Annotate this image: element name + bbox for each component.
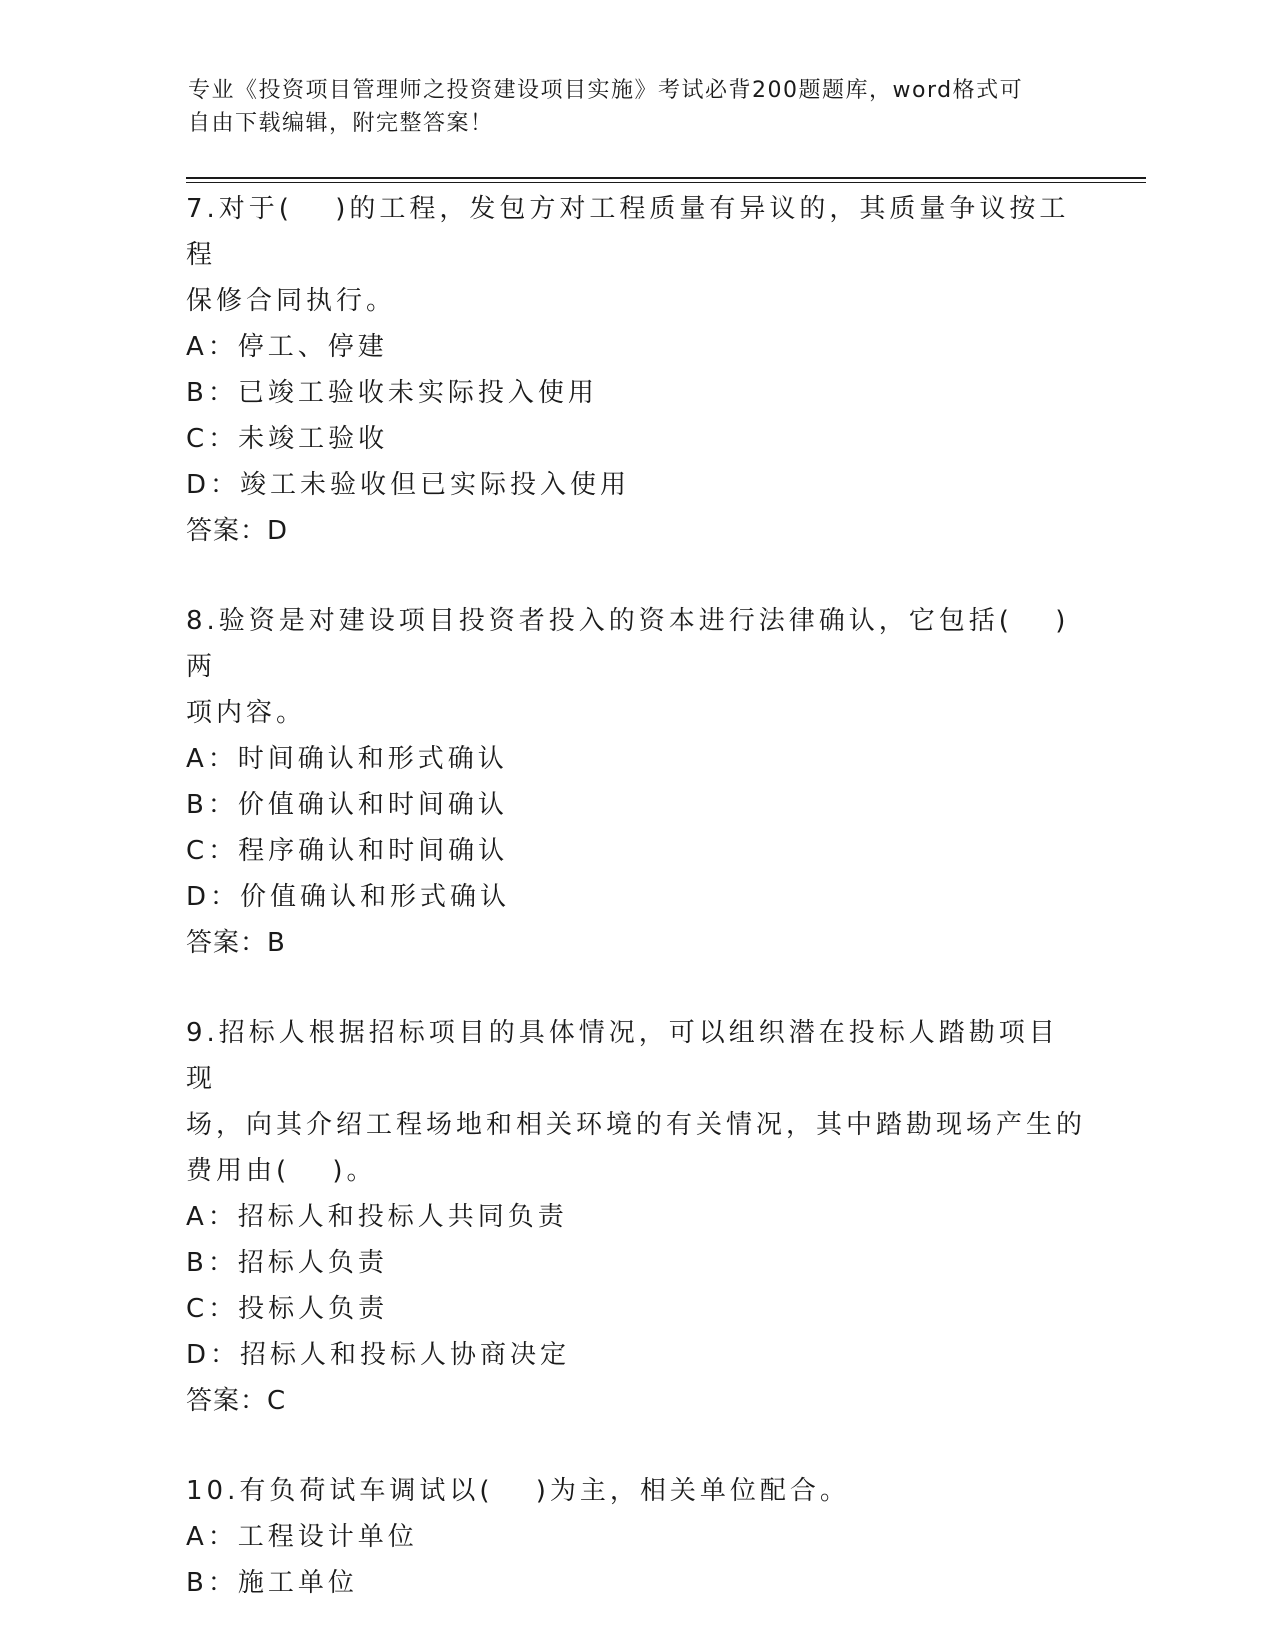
- question-stem: 费用由( )。: [186, 1156, 377, 1186]
- question-stem: 项内容。: [186, 698, 307, 728]
- question-10: [186, 1468, 1086, 1606]
- answer: 答案：C: [186, 1386, 287, 1416]
- option-b: B：招标人负责: [186, 1248, 388, 1278]
- header-line-2: 自由下载编辑，附完整答案！: [188, 111, 494, 136]
- option-c: C：投标人负责: [186, 1294, 389, 1324]
- header-line-1: 专业《投资项目管理师之投资建设项目实施》考试必背200题题库，word格式可: [188, 78, 1024, 103]
- question-stem: 10.有负荷试车调试以( )为主，相关单位配合。: [186, 1476, 850, 1506]
- question-stem: 保修合同执行。: [186, 286, 397, 316]
- answer: 答案：B: [186, 928, 286, 958]
- header-divider-thick: [186, 177, 1146, 179]
- option-c: C：程序确认和时间确认: [186, 836, 509, 866]
- question-9: [186, 1010, 1086, 1424]
- option-d: D：价值确认和形式确认: [186, 882, 511, 912]
- option-b: B：价值确认和时间确认: [186, 790, 508, 820]
- header-divider-thin: [186, 182, 1146, 183]
- option-d: D：竣工未验收但已实际投入使用: [186, 470, 631, 500]
- option-b: B：施工单位: [186, 1568, 358, 1598]
- question-stem: 9.招标人根据招标项目的具体情况，可以组织潜在投标人踏勘项目现: [186, 1018, 1059, 1094]
- spacer: [186, 966, 1086, 1010]
- question-stem: 8.验资是对建设项目投资者投入的资本进行法律确认，它包括( )两: [186, 606, 1070, 682]
- answer: 答案：D: [186, 516, 289, 546]
- option-a: A：工程设计单位: [186, 1522, 418, 1552]
- document-header: [188, 74, 1088, 140]
- question-8: [186, 598, 1086, 966]
- question-stem: 场，向其介绍工程场地和相关环境的有关情况，其中踏勘现场产生的: [186, 1110, 1087, 1140]
- question-7: [186, 186, 1086, 554]
- option-a: A：招标人和投标人共同负责: [186, 1202, 568, 1232]
- spacer: [186, 554, 1086, 598]
- spacer: [186, 1424, 1086, 1468]
- option-c: C：未竣工验收: [186, 424, 389, 454]
- question-stem: 7.对于( )的工程，发包方对工程质量有异议的，其质量争议按工程: [186, 194, 1070, 270]
- option-a: A：停工、停建: [186, 332, 388, 362]
- option-b: B：已竣工验收未实际投入使用: [186, 378, 598, 408]
- option-a: A：时间确认和形式确认: [186, 744, 508, 774]
- question-list: [186, 186, 1086, 1606]
- option-d: D：招标人和投标人协商决定: [186, 1340, 571, 1370]
